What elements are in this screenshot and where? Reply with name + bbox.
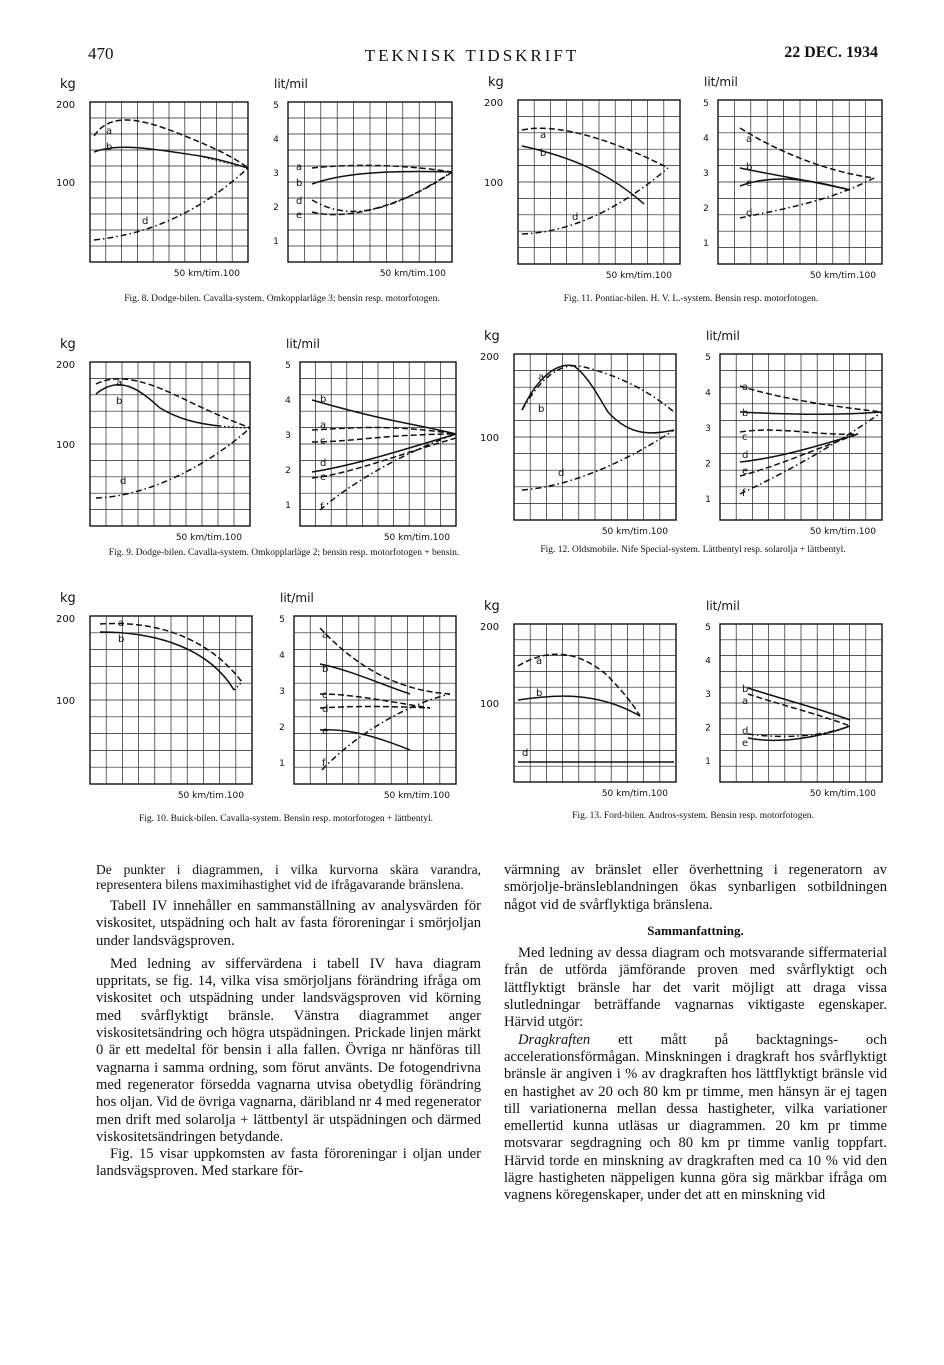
paragraph-fig-15: Fig. 15 visar uppkomsten av fasta föroreningar i oljan under landsvägsproven. Med starkare för-: [96, 1146, 481, 1180]
fig9-left-grid: [90, 362, 250, 526]
fig9-svg: [50, 334, 470, 559]
fig13-left-xlabel: 50 km/tim.100: [601, 789, 668, 799]
fig12-left-curve-d: [522, 430, 674, 490]
fig10-left-tick-100: 100: [56, 696, 76, 707]
fig8-right-tick-1: 1: [273, 237, 279, 247]
figure-10-caption: Fig. 10. Buick-bilen. Cavalla-system. Bensin resp. motorfotogen + lättbentyl.: [138, 814, 433, 824]
fig12-right-curve-f: [740, 412, 882, 494]
figure-11-caption: Fig. 11. Pontiac-bilen. H. V. L.-system. Bensin resp. motorfotogen.: [563, 294, 819, 304]
fig12-right-xlabel: 50 km/tim.100: [809, 527, 876, 537]
fig13-right-xlabel: 50 km/tim.100: [809, 789, 876, 799]
paragraph-continuation: värmning av bränslet eller överhettning i regeneratorn av smörjolje-bränsleblandningen ökas synbarligen sotbildningen något vid de svårflyktiga bränslena.: [504, 862, 887, 913]
fig10-left-tick-200: 200: [56, 614, 76, 625]
fig13-left-label-b: b: [536, 688, 543, 699]
figure-12-caption: Fig. 12. Oldsmobile. Nife Special-system. Lättbentyl resp. solarolja + lättbentyl.: [540, 545, 846, 555]
fig11-left-label-a: a: [540, 130, 547, 141]
fig12-left-label-b: b: [538, 404, 545, 415]
fig10-left-unit: kg: [60, 591, 76, 606]
fig8-left-tick-200: 200: [56, 100, 76, 111]
fig11-right-curve-a: [740, 128, 874, 178]
fig12-svg: [478, 326, 898, 541]
fig10-right-tick-4: 4: [279, 651, 285, 661]
fig11-left-tick-200: 200: [484, 98, 504, 109]
fig13-right-label-d: d: [742, 726, 749, 737]
fig12-right-tick-5: 5: [705, 353, 711, 363]
fig8-left-tick-100: 100: [56, 178, 76, 189]
paragraph-summary: Med ledning av dessa diagram och motsvarande siffermaterial från de utförda jämförande proven med svårflyktigt och lättflyktigt bränsle har det varit möjligt att draga vissa slutledningar beträffande vagnarnas viktigaste egenskaper. Härvid utgör:: [504, 945, 887, 1031]
fig13-left-unit: kg: [484, 599, 500, 614]
fig8-right-tick-2: 2: [273, 203, 279, 213]
fig12-right-label-e: e: [742, 466, 749, 477]
fig11-right-label-a: a: [746, 134, 753, 145]
journal-title: TEKNISK TIDSKRIFT: [364, 46, 580, 65]
fig13-right-curve-a: [748, 694, 850, 726]
fig11-left-unit: kg: [488, 75, 504, 90]
fig12-right-label-c: c: [742, 432, 748, 443]
fig10-right-tick-2: 2: [279, 723, 285, 733]
fig9-left-curve-d: [96, 428, 250, 498]
fig13-right-tick-4: 4: [705, 656, 711, 667]
fig12-left-tick-200: 200: [480, 352, 500, 363]
fig9-right-label-d: d: [320, 458, 327, 469]
fig13-right-curve-e: [748, 726, 850, 740]
fig12-left-label-a: a: [538, 372, 545, 383]
fig11-right-label-b: b: [746, 162, 753, 173]
fig9-right-unit: lit/mil: [286, 337, 320, 351]
right-text-column: [504, 862, 887, 1211]
fig8-right-tick-4: 4: [273, 135, 279, 145]
fig11-right-tick-5: 5: [703, 99, 709, 109]
fig8-right-grid: [288, 102, 452, 262]
fig12-right-tick-2: 2: [705, 459, 711, 470]
fig12-left-xlabel: 50 km/tim.100: [601, 527, 668, 537]
fig10-right-xlabel: 50 km/tim.100: [383, 791, 450, 801]
paragraph-table-iv: Tabell IV innehåller en sammanställning av analysvärden för viskositet, utspädning och halt av fasta föroreningar i smörjoljan under landsvägsproven.: [96, 898, 481, 949]
fig13-svg: [478, 598, 898, 803]
fig11-left-grid: [518, 100, 680, 264]
fig11-right-tick-4: 4: [703, 134, 709, 144]
fig11-left-xlabel: 50 km/tim.100: [605, 271, 672, 281]
fig10-left-label-a: a: [118, 618, 125, 629]
figure-9-caption: Fig. 9. Dodge-bilen. Cavalla-system. Omkopplarläge 2; bensin resp. motorfotogen + bensin.: [108, 548, 460, 558]
fig9-right-tick-1: 1: [285, 501, 291, 511]
fig10-left-xlabel: 50 km/tim.100: [177, 791, 244, 801]
fig12-left-curve-b: [522, 365, 674, 433]
fig12-left-tick-100: 100: [480, 433, 500, 444]
fig13-right-label-b: b: [742, 684, 749, 695]
fig11-right-unit: lit/mil: [704, 75, 738, 89]
paragraph-fig-14: Med ledning av siffervärdena i tabell IV hava diagram uppritats, se fig. 14, vilka visa smörjoljans förändring ifråga om viskositet och utspädning under landsvägsproven vid körning med svårflyktigt bränsle. Vänstra diagrammet anger viskositetsändring och högra utspädningen. Prickade linjen märkt 0 är ett medeltal för bensin i alla fallen. Övriga nr hänföras till vagnarna i samma ordning, som förut använts. De fotogendrivna med regenerator försedda vagnarna utvisa obetydlig förändring hos oljan. Vid de övriga vagnarna, däribland nr 4 med regenerator men drift med solarolja + lättbentyl är utspädningen och därmed viskositetsändringen betydande.: [96, 955, 481, 1145]
paragraph-dragkraft: [504, 1032, 887, 1205]
fig12-right-label-d: d: [742, 450, 749, 461]
fig12-right-tick-4: 4: [705, 388, 711, 399]
fig10-right-label-b: b: [322, 664, 329, 675]
fig11-left-tick-100: 100: [484, 178, 504, 189]
fig9-right-label-b: b: [320, 394, 327, 405]
fig8-left-xlabel: 50 km/tim.100: [173, 269, 240, 279]
fig12-right-curve-b: [740, 412, 882, 414]
fig10-right-curve-f: [322, 694, 450, 770]
fig8-right-xlabel: 50 km/tim.100: [379, 269, 446, 279]
fig12-right-label-f: f: [742, 488, 746, 499]
fig8-left-unit: kg: [60, 77, 76, 92]
fig10-right-label-d: d: [322, 704, 329, 715]
fig9-left-unit: kg: [60, 337, 76, 352]
fig11-left-label-d: d: [572, 212, 579, 223]
fig8-right-label-b: b: [296, 178, 303, 189]
fig13-right-label-a: a: [742, 696, 749, 707]
fig12-right-curve-c: [740, 430, 858, 434]
fig10-right-tick-3: 3: [279, 687, 285, 697]
fig13-right-tick-1: 1: [705, 757, 711, 767]
fig13-right-tick-3: 3: [705, 690, 711, 700]
intersection-note: De punkter i diagrammen, i vilka kurvorna skära varandra, representera bilens maximihastighet vid de ifrågavarande bränslena.: [96, 862, 481, 892]
fig8-right-label-a: a: [296, 162, 303, 173]
figure-13-caption: Fig. 13. Ford-bilen. Andros-system. Bensin resp. motorfotogen.: [572, 811, 814, 821]
fig9-right-tick-4: 4: [285, 396, 291, 406]
fig13-left-label-d: d: [522, 748, 529, 759]
fig11-left-label-b: b: [540, 148, 547, 159]
fig12-right-unit: lit/mil: [706, 329, 740, 343]
fig8-left-label-d: d: [142, 216, 149, 227]
fig8-right-tick-3: 3: [273, 169, 279, 179]
fig11-right-grid: [718, 100, 882, 264]
fig9-right-curve-f: [320, 434, 456, 510]
figure-12: [478, 326, 898, 541]
fig8-right-tick-5: 5: [273, 101, 279, 111]
fig9-right-xlabel: 50 km/tim.100: [383, 533, 450, 543]
fig11-right-tick-1: 1: [703, 239, 709, 249]
fig8-right-label-e: e: [296, 210, 303, 221]
fig12-right-curve-d: [740, 434, 858, 462]
fig10-left-grid: [90, 616, 252, 784]
fig11-left-curve-d: [522, 168, 668, 234]
fig9-left-xlabel: 50 km/tim.100: [175, 533, 242, 543]
fig9-right-tick-5: 5: [285, 361, 291, 371]
fig10-right-curve-b: [320, 664, 410, 694]
fig10-right-tick-5: 5: [279, 615, 285, 625]
fig13-left-tick-200: 200: [480, 622, 500, 633]
left-text-column: [96, 862, 481, 1187]
fig10-right-curve-a: [320, 628, 450, 694]
fig8-left-grid: [90, 102, 248, 262]
fig9-right-label-e: e: [320, 472, 327, 483]
fig11-right-curve-e: [740, 179, 850, 190]
fig11-right-tick-3: 3: [703, 169, 709, 179]
fig12-right-label-b: b: [742, 408, 749, 419]
fig9-left-label-b: b: [116, 396, 123, 407]
fig11-right-tick-2: 2: [703, 204, 709, 214]
fig9-left-label-d: d: [120, 476, 127, 487]
fig9-left-curve-b: [96, 385, 220, 426]
section-heading: Sammanfattning.: [647, 922, 744, 938]
fig8-left-curve-d: [94, 168, 248, 240]
fig8-left-label-a: a: [106, 126, 113, 137]
fig10-right-unit: lit/mil: [280, 591, 314, 605]
fig13-right-curve-b: [748, 688, 850, 720]
fig13-left-grid: [514, 624, 676, 782]
fig9-left-tick-200: 200: [56, 360, 76, 371]
fig8-right-label-d: d: [296, 196, 303, 207]
fig9-left-tick-100: 100: [56, 440, 76, 451]
page-number: 470: [88, 44, 114, 63]
figure-10: [50, 590, 470, 812]
fig9-right-tick-3: 3: [285, 431, 291, 441]
fig10-svg: [50, 590, 470, 812]
fig12-right-curve-a: [740, 386, 882, 412]
fig13-left-tick-100: 100: [480, 699, 500, 710]
fig9-left-label-a: a: [116, 378, 123, 389]
fig10-right-label-e: e: [322, 726, 329, 737]
fig9-right-label-a: a: [320, 420, 327, 431]
figure-13: [478, 598, 898, 803]
fig13-left-label-a: a: [536, 656, 543, 667]
fig10-left-label-b: b: [118, 634, 125, 645]
fig10-right-label-a: a: [322, 630, 329, 641]
fig12-right-tick-1: 1: [705, 495, 711, 505]
fig11-right-label-d: d: [746, 208, 753, 219]
fig13-right-unit: lit/mil: [706, 599, 740, 613]
fig9-right-label-f: f: [320, 502, 324, 513]
figure-11: [478, 72, 898, 287]
fig10-right-tick-1: 1: [279, 759, 285, 769]
fig8-left-curve-b: [94, 147, 248, 168]
fig12-left-curve-a: [522, 366, 674, 412]
issue-date: 22 DEC. 1934: [784, 44, 878, 61]
fig11-right-label-e: e: [746, 178, 753, 189]
figure-8-caption: Fig. 8. Dodge-bilen. Cavalla-system. Omkopplarläge 3; bensin resp. motorfotogen.: [124, 294, 440, 304]
figure-9: [50, 334, 470, 559]
fig13-right-tick-2: 2: [705, 723, 711, 734]
fig10-right-label-f: f: [322, 758, 326, 769]
fig11-right-curve-d: [740, 178, 874, 218]
fig12-left-label-d: d: [558, 468, 565, 479]
fig10-right-label-c: c: [322, 690, 328, 701]
figure-8: [50, 72, 470, 287]
fig9-right-tick-2: 2: [285, 466, 291, 476]
term-dragkraften: Dragkraften: [518, 1031, 591, 1048]
dragkraft-text: ett mått på backtagnings- och accelerationsförmågan. Minskningen i dragkraft hos svårflyktigt bränsle är angiven i % av dragkraften hos lättflyktigt bränsle vid en hastighet av 20 och 80 km pr timme, men hänsyn är ej tagen till variationerna mellan dessa hastigheter, vilka variationer emellertid kunna utläsas ur diagrammen. 20 km pr timme motsvarar segdragning och 80 km pr timme vanlig toppfart. Härvid torde en minskning av dragkraften med ca 10 % vid den lägre hastigheten näppeligen kunna göra sig märkbar ifråga om vagnens köregenskaper, under det att en minskning vid: [504, 1031, 887, 1204]
fig13-right-tick-5: 5: [705, 623, 711, 633]
fig8-left-label-b: b: [106, 142, 113, 153]
fig12-right-tick-3: 3: [705, 424, 711, 434]
fig11-svg: [478, 72, 898, 287]
fig11-right-xlabel: 50 km/tim.100: [809, 271, 876, 281]
fig12-left-unit: kg: [484, 329, 500, 344]
fig12-right-label-a: a: [742, 382, 749, 393]
fig8-svg: [50, 72, 470, 287]
fig9-right-label-c: c: [320, 436, 326, 447]
fig13-right-label-e: e: [742, 738, 749, 749]
fig8-right-unit: lit/mil: [274, 77, 308, 91]
